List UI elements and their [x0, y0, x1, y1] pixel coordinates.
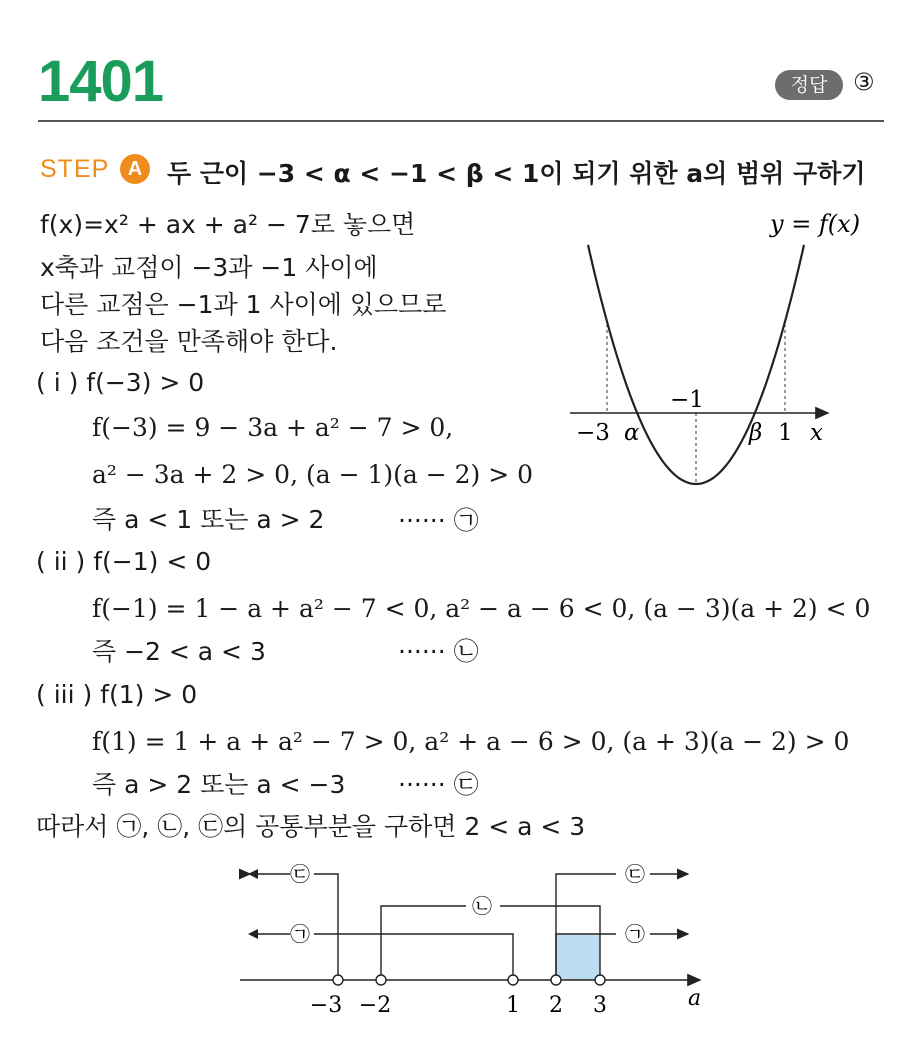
body-line-4: 다음 조건을 만족해야 한다. — [40, 327, 338, 356]
tick-label-alpha: α — [624, 420, 640, 446]
nl-axis-label: a — [688, 986, 702, 1011]
function-label: y = f(x) — [770, 210, 861, 238]
ray-c3-left — [314, 874, 338, 980]
open-point-neg2 — [376, 975, 386, 985]
case-2-marker: ······ ㉡ — [398, 637, 479, 666]
open-point-1 — [508, 975, 518, 985]
case-1-line-1: f(−3) = 9 − 3a + a² − 7 > 0, — [92, 413, 454, 442]
step-title: 두 근이 −3 < α < −1 < β < 1이 되기 위한 a의 범위 구하기 — [167, 159, 866, 188]
parabola-graph — [560, 200, 890, 500]
case-1-result: 즉 a < 1 또는 a > 2 — [92, 505, 325, 534]
nl-tick-3: 3 — [593, 993, 607, 1018]
case-1-line-2: a² − 3a + 2 > 0, (a − 1)(a − 2) > 0 — [92, 460, 534, 489]
ray-c1-left — [314, 934, 513, 980]
answer-value: ③ — [853, 68, 875, 96]
tick-label-neg3: −3 — [576, 420, 610, 446]
case-3-result: 즉 a > 2 또는 a < −3 — [92, 770, 346, 799]
nl-tick-neg2: −2 — [358, 993, 392, 1018]
label-c1-left: ㉠ — [290, 922, 310, 946]
vertex-label: −1 — [670, 387, 704, 413]
x-axis-label: x — [810, 420, 823, 446]
step-label: STEP — [40, 155, 110, 183]
case-2-line-1: f(−1) = 1 − a + a² − 7 < 0, a² − a − 6 < 0, (a − 3)(a + 2) < 0 — [92, 594, 871, 623]
label-c3-left: ㉢ — [290, 862, 310, 886]
solution-region-highlight — [556, 935, 600, 980]
case-3-marker: ······ ㉢ — [398, 770, 479, 799]
case-2-result: 즉 −2 < a < 3 — [92, 637, 266, 666]
tick-label-1: 1 — [778, 420, 793, 446]
label-c1-right: ㉠ — [625, 922, 645, 946]
open-point-neg3 — [333, 975, 343, 985]
label-c2: ㉡ — [472, 894, 492, 918]
case-2-heading: ( ii ) f(−1) < 0 — [36, 547, 212, 576]
body-line-2: x축과 교점이 −3과 −1 사이에 — [40, 253, 378, 282]
open-point-2 — [551, 975, 561, 985]
label-c3-right: ㉢ — [625, 862, 645, 886]
problem-number: 1401 — [38, 49, 164, 114]
tick-label-beta: β — [749, 420, 763, 446]
answer-badge: 정답 — [775, 70, 843, 100]
segment-c2-left — [381, 906, 466, 980]
parabola-curve — [588, 245, 804, 484]
case-1-marker: ······ ㉠ — [398, 506, 479, 535]
number-line-diagram — [230, 850, 710, 1025]
body-line-1: f(x)=x² + ax + a² − 7로 놓으면 — [40, 210, 416, 239]
body-line-3: 다른 교점은 −1과 1 사이에 있으므로 — [40, 290, 447, 319]
case-3-heading: ( iii ) f(1) > 0 — [36, 680, 198, 709]
conclusion-line: 따라서 ㉠, ㉡, ㉢의 공통부분을 구하면 2 < a < 3 — [36, 812, 586, 841]
header-divider — [38, 120, 884, 122]
case-1-heading: ( i ) f(−3) > 0 — [36, 368, 205, 397]
nl-tick-1: 1 — [506, 993, 520, 1018]
open-point-3 — [595, 975, 605, 985]
case-3-line-1: f(1) = 1 + a + a² − 7 > 0, a² + a − 6 > 0, (a + 3)(a − 2) > 0 — [92, 727, 850, 756]
step-letter-badge: A — [120, 154, 150, 184]
nl-tick-neg3: −3 — [309, 993, 343, 1018]
nl-tick-2: 2 — [549, 993, 563, 1018]
